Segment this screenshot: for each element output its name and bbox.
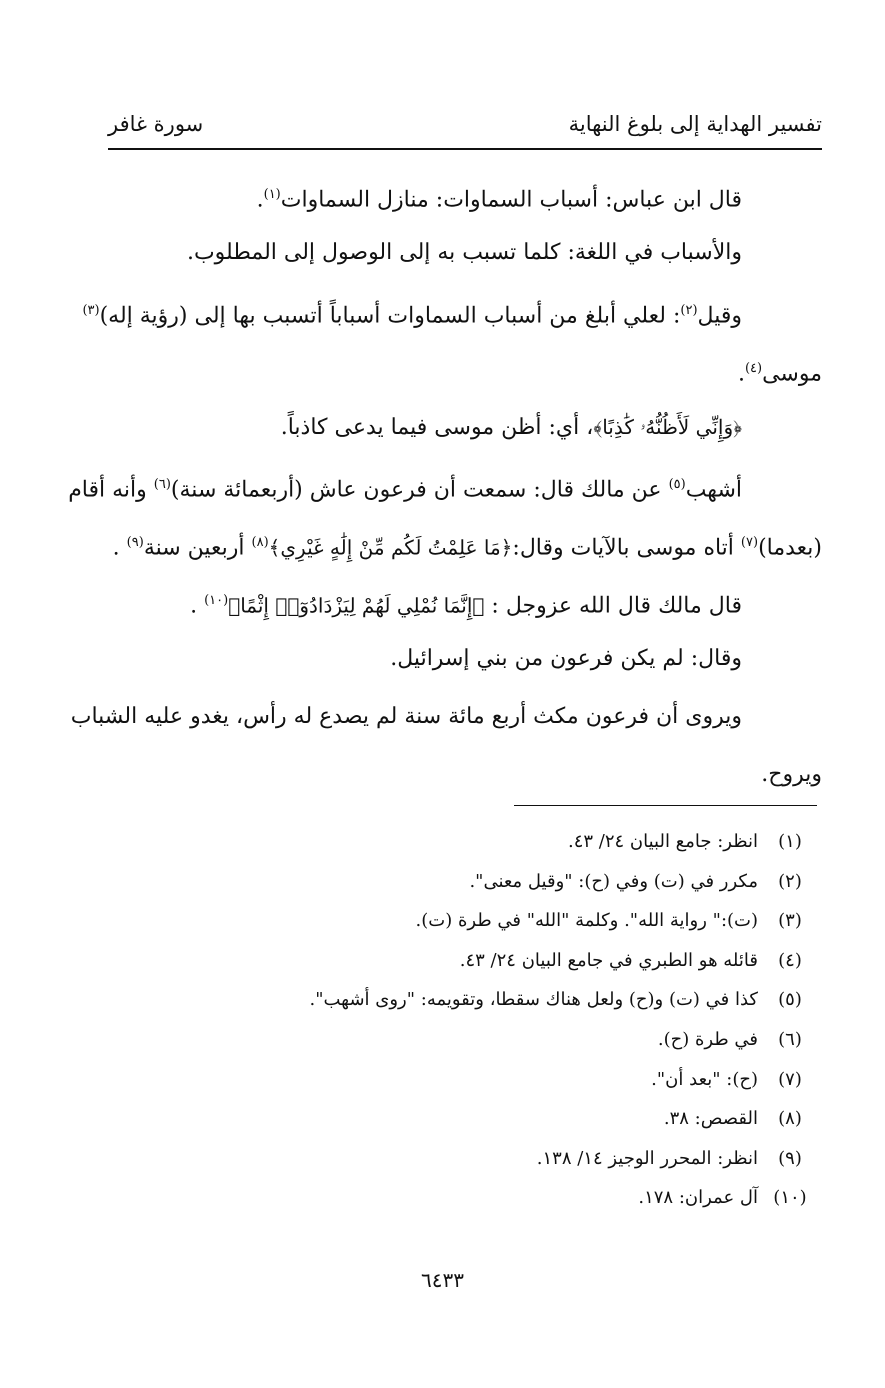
text-span: قال مالك قال الله عزوجل : xyxy=(484,593,742,619)
text-line xyxy=(108,166,822,224)
footnote xyxy=(108,1178,822,1218)
footnote-ref: (٧) xyxy=(740,535,759,550)
header-rule xyxy=(108,148,822,150)
text-span: أتاه موسى بالآيات وقال: xyxy=(512,535,741,561)
text-span: ويروى أن فرعون مكث أربع مائة سنة لم يصدع له رأس، يغدو عليه الشباب xyxy=(70,704,742,729)
text-span: ، أي: أظن موسى فيما يدعى كاذباً. xyxy=(280,415,594,440)
text-line xyxy=(108,572,822,630)
footnote-ref: (١٠) xyxy=(204,593,229,608)
footnote-number: (٧) xyxy=(778,1068,802,1090)
footnote-text: في طرة (ح). xyxy=(657,1028,758,1050)
text-span: أشهب xyxy=(685,477,742,503)
text-span: قال ابن عباس: أسباب السماوات: منازل السماوات xyxy=(280,187,742,213)
footnote xyxy=(108,1099,822,1139)
footnote xyxy=(108,862,822,902)
text-span: : لعلي أبلغ من أسباب السماوات أسباباً أتسبب بها إلى (رؤية إله) xyxy=(99,303,681,329)
text-span: أربعين سنة xyxy=(143,535,252,561)
page-number: ٦٤٣٣ xyxy=(421,1268,464,1292)
surah-title: سورة غافر xyxy=(108,112,204,136)
text-span: (بعدما) xyxy=(758,535,822,561)
quran-verse: ﴿وَإِنِّي لَأَظُنُّهُۥ كَٰذِبًا﴾ xyxy=(593,415,742,439)
footnote-number: (١٠) xyxy=(773,1187,807,1209)
footnote xyxy=(108,1060,822,1100)
footnote-separator xyxy=(514,805,817,806)
footnote xyxy=(108,822,822,862)
quran-verse: ﴿إِنَّمَا نُمْلِي لَهُمْ لِيَزْدَادُوٓا۟ إِثْمًا﴾ xyxy=(228,593,485,618)
footnote-number: (٥) xyxy=(778,989,802,1011)
book-title: تفسير الهداية إلى بلوغ النهاية xyxy=(568,112,822,136)
text-span: . xyxy=(190,593,205,619)
text-line xyxy=(108,514,822,572)
text-line xyxy=(108,224,822,282)
text-span: والأسباب في اللغة: كلما تسبب به إلى الوصول إلى المطلوب. xyxy=(186,240,742,265)
footnote xyxy=(108,980,822,1020)
footnote-number: (٣) xyxy=(778,910,802,932)
main-text xyxy=(68,166,822,804)
footnote-text: مكرر في (ت) وفي (ح): "وقيل معنى". xyxy=(469,870,758,892)
footnote-text: القصص: ٣٨. xyxy=(663,1108,758,1130)
footnote-ref: (٤) xyxy=(744,361,763,376)
text-line xyxy=(108,398,822,456)
text-span: وقيل xyxy=(697,303,742,329)
text-line xyxy=(108,340,822,398)
footnote xyxy=(108,1139,822,1179)
footnote-ref: (٦) xyxy=(153,477,171,492)
text-span: عن مالك قال: سمعت أن فرعون عاش (أربعمائة سنة) xyxy=(170,477,669,503)
footnote-number: (٨) xyxy=(778,1108,802,1130)
footnote-ref: (٨) xyxy=(251,535,269,550)
footnote xyxy=(108,941,822,981)
text-line xyxy=(82,282,822,340)
footnote-text: انظر: جامع البيان ٢٤/ ٤٣. xyxy=(567,831,758,852)
text-line xyxy=(68,456,822,514)
footnote-ref: (٢) xyxy=(680,303,698,318)
text-line xyxy=(108,746,822,804)
running-header xyxy=(108,112,822,146)
footnote-number: (٦) xyxy=(778,1028,802,1050)
text-span: . xyxy=(737,361,745,387)
quran-verse: ﴿مَا عَلِمْتُ لَكُم مِّنْ إِلَٰهٍ غَيْرِي﴾ xyxy=(268,535,513,560)
footnote-ref: (٩) xyxy=(126,535,144,550)
text-span: ويروح. xyxy=(761,762,822,787)
footnote-ref: (٣) xyxy=(82,303,100,318)
footnote-text: انظر: المحرر الوجيز ١٤/ ١٣٨. xyxy=(536,1147,758,1169)
footnote-number: (١) xyxy=(778,831,802,852)
footnote-text: كذا في (ت) و(ح) ولعل هناك سقطا، وتقويمه: "روى أشهب". xyxy=(309,989,758,1011)
footnote-ref: (٥) xyxy=(668,477,686,492)
footnote-text: قائله هو الطبري في جامع البيان ٢٤/ ٤٣. xyxy=(459,949,758,971)
footnote-number: (٩) xyxy=(778,1147,802,1169)
text-span: . xyxy=(112,535,127,561)
footnote-ref: (١) xyxy=(263,187,281,202)
footnote xyxy=(108,901,822,941)
footnote-text: (ت):" رواية الله". وكلمة "الله" في طرة (ت). xyxy=(415,910,758,932)
footnote-text: (ح): "بعد أن". xyxy=(651,1068,758,1090)
text-span: وقال: لم يكن فرعون من بني إسرائيل. xyxy=(390,646,742,671)
text-span: . xyxy=(256,187,264,213)
text-span: وأنه أقام xyxy=(68,477,154,503)
footnote-number: (٤) xyxy=(778,949,802,971)
footnote xyxy=(108,1020,822,1060)
text-span: موسى xyxy=(762,361,822,387)
footnote-number: (٢) xyxy=(778,870,802,892)
footnote-text: آل عمران: ١٧٨. xyxy=(638,1187,758,1209)
footnotes xyxy=(108,822,822,1218)
text-line xyxy=(108,630,822,688)
text-line xyxy=(70,688,822,746)
